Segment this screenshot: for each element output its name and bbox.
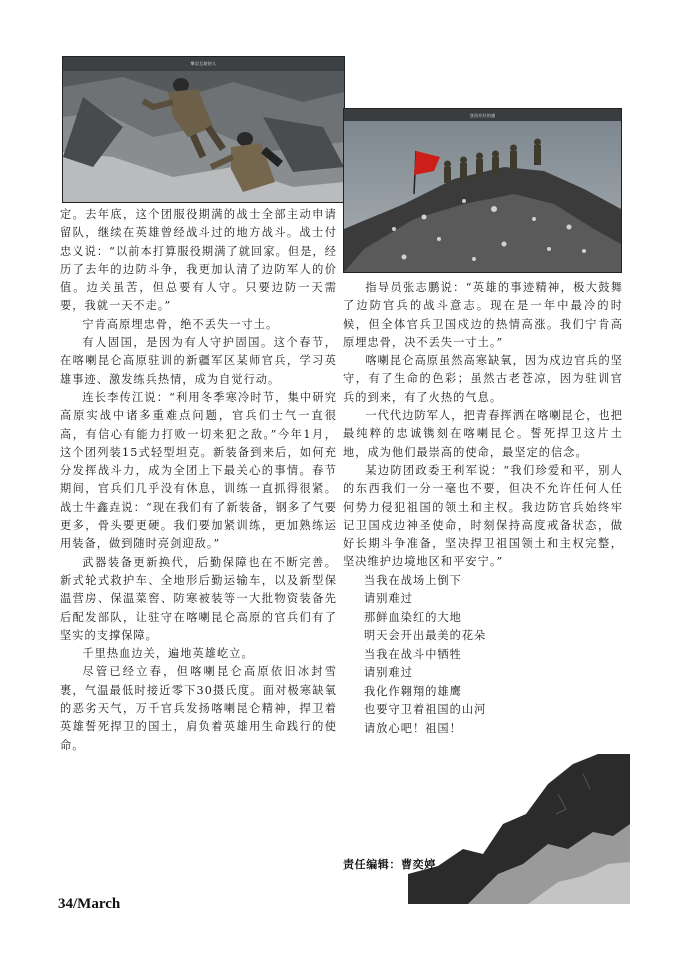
editor-credit [343,856,436,872]
paragraph: 定。去年底，这个团服役期满的战士全部主动申请留队，继续在英雄曾经战斗过的地方战斗。战士付忠义说：“以前本打算服役期满了就回家。但是，经历了去年的边防斗争，我更加认清了边防军人的价值。边关虽苦，但总要有人守。只要边防一天需要，我就一天不走。” [60,208,337,313]
poem-line: 请放心吧！祖国！ [364,721,462,735]
photo-climbing-soldiers [62,56,345,203]
paragraph: 某边防团政委王利军说：“我们珍爱和平，别人的东西我们一分一毫也不要，但决不允许任何人任何势力侵犯祖国的领土和主权。我边防官兵始终牢记卫国戍边神圣使命，时刻保持高度戒备状态，做好长期斗争准备，坚决捍卫祖国领土和主权完整，坚决维护边境地区和平安宁。” [343,463,623,569]
poem-line: 当我在战斗中牺牲 [364,647,462,661]
poem-line: 请别难过 [364,666,413,680]
right-text-column [343,279,623,738]
poem [343,572,623,739]
paragraph: 千里热血边关，遍地英雄屹立。 [82,647,254,661]
poem-line: 请别难过 [364,592,413,606]
editor-name: 曹奕婷 [401,858,436,871]
poem-line: 明天会开出最美的花朵 [364,629,487,643]
paragraph: 宁肯高原埋忠骨，绝不丢失一寸土。 [82,317,279,331]
photo1-caption: 攀岩互助的人 [190,61,217,66]
photo-summit-flag [343,108,622,273]
paragraph: 武器装备更新换代，后勤保障也在不断完善。新式轮式救护车、全地形后勤运输车，以及新型保温营房、保温菜窖、防寒被装等一大批物资装备先后配发部队，让驻守在喀喇昆仑高原的官兵们有了坚实的支撑保障。 [60,555,337,642]
poem-line: 当我在战场上倒下 [364,573,462,587]
poem-line: 我化作翱翔的雄鹰 [364,684,462,698]
paragraph: 一代代边防军人，把青春挥洒在喀喇昆仑，也把最纯粹的忠诚镌刻在喀喇昆仑。誓死捍卫这片土地，成为他们最崇高的使命，最坚定的信念。 [343,409,623,459]
paragraph: 连长李传江说：“利用冬季寒冷时节，集中研究高原实战中诸多重难点问题，官兵们士气一直很高，有信心有能力打败一切来犯之敌。”今年1月，这个团列装15式轻型坦克。新装备到来后，如何充分发挥战斗力，成为全团上下最关心的事情。春节期间，官兵们几乎没有休息，训练一直抓得很紧。战士牛鑫垚说：“现在我们有了新装备，钢多了气要更多，骨头要更硬。我们要加紧训练，更加熟练运用装备，做到随时亮剑迎敌。” [60,390,337,551]
editor-label: 责任编辑： [343,858,401,871]
poem-line: 也要守卫着祖国的山河 [364,703,487,717]
mountain-silhouette-illustration [408,754,630,904]
page-number: 34/March [58,896,121,912]
paragraph: 指导员张志鹏说：“英雄的事迹精神，极大鼓舞了边防官兵的战斗意志。现在是一年中最冷的时候，但全体官兵卫国戍边的热情高涨。我们宁肯高原埋忠骨，决不丢失一寸土。” [343,281,623,349]
paragraph: 喀喇昆仑高原虽然高寒缺氧，因为戍边官兵的坚守，有了生命的色彩；虽然古老苍凉，因为驻训官兵的到来，有了火热的气息。 [343,354,623,404]
paragraph: 有人固国，是因为有人守护固国。这个春节，在喀喇昆仑高原驻训的新疆军区某师官兵，学习英雄事迹、激发练兵热情，成为自觉行动。 [60,336,337,386]
paragraph: 尽管已经立春，但喀喇昆仑高原依旧冰封雪裹，气温最低时接近零下30摄氏度。面对极寒缺氧的恶劣天气，万千官兵发扬喀喇昆仑精神，捍卫着英雄誓死捍卫的国土，肩负着英雄用生命践行的使命。 [60,665,337,752]
poem-line: 那鲜血染红的大地 [364,610,462,624]
climbing-photo-art [63,57,344,202]
left-text-column [60,206,337,755]
summit-photo-art [344,109,621,272]
photo2-caption: 登顶升红的旗 [469,113,496,118]
